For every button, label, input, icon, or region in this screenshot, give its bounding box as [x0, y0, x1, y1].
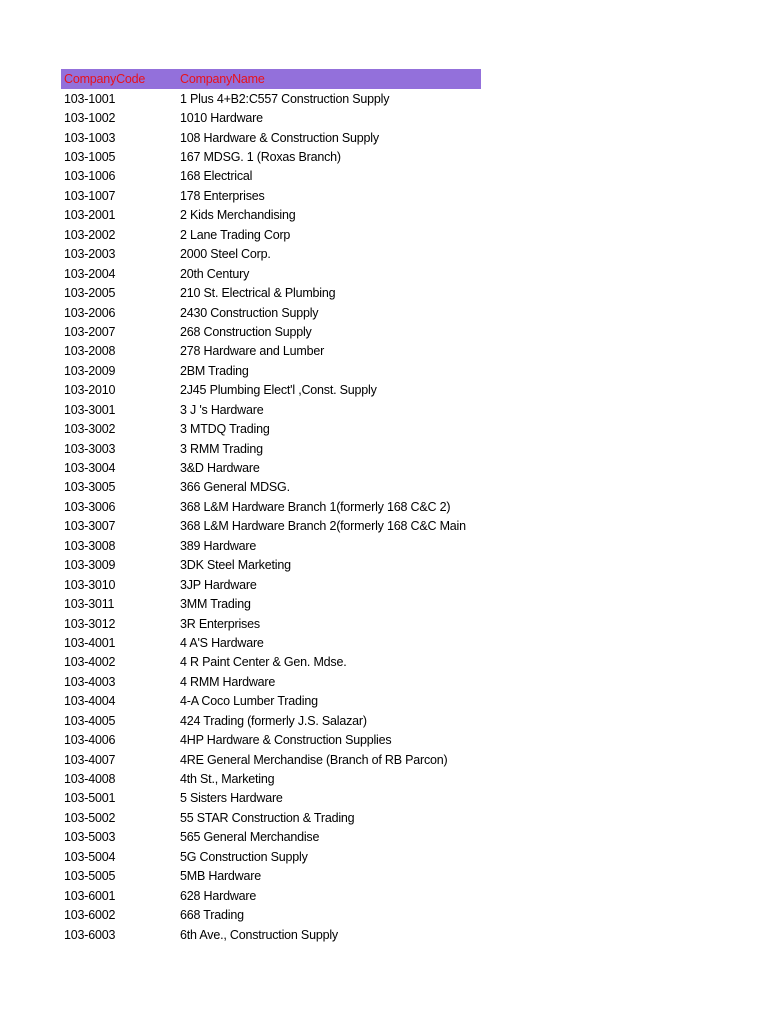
company-code-cell[interactable]: 103-4002 — [64, 655, 116, 670]
company-name-cell[interactable]: 2 Lane Trading Corp — [180, 227, 291, 242]
company-code-cell[interactable]: 103-2003 — [64, 247, 116, 262]
company-name-cell[interactable]: 5 Sisters Hardware — [180, 791, 283, 806]
table-row — [61, 808, 481, 827]
company-code-cell[interactable]: 103-6003 — [64, 927, 116, 942]
company-code-cell[interactable]: 103-1007 — [64, 188, 116, 203]
table-row — [61, 167, 481, 186]
company-name-cell[interactable]: 167 MDSG. 1 (Roxas Branch) — [180, 150, 341, 165]
table-row — [61, 89, 481, 108]
table-row — [61, 245, 481, 264]
company-code-cell[interactable]: 103-4005 — [64, 713, 116, 728]
table-row — [61, 711, 481, 730]
table-row — [61, 206, 481, 225]
company-code-cell[interactable]: 103-2005 — [64, 286, 116, 301]
company-name-cell[interactable]: 2BM Trading — [180, 363, 249, 378]
company-code-cell[interactable]: 103-4004 — [64, 694, 116, 709]
company-name-cell[interactable]: 4 RMM Hardware — [180, 674, 276, 689]
company-code-cell[interactable]: 103-2004 — [64, 266, 116, 281]
company-code-cell[interactable]: 103-3009 — [64, 558, 116, 573]
company-name-cell[interactable]: 3DK Steel Marketing — [180, 558, 291, 573]
company-name-cell[interactable]: 2000 Steel Corp. — [180, 247, 271, 262]
company-name-cell[interactable]: 368 L&M Hardware Branch 2(formerly 168 C&C Main — [180, 519, 466, 534]
company-code-cell[interactable]: 103-3011 — [64, 597, 115, 612]
company-name-cell[interactable]: 5MB Hardware — [180, 869, 261, 884]
table-row — [61, 128, 481, 147]
company-code-cell[interactable]: 103-2002 — [64, 227, 116, 242]
company-name-cell[interactable]: 4RE General Merchandise (Branch of RB Parcon) — [180, 752, 448, 767]
company-name-cell[interactable]: 3 MTDQ Trading — [180, 422, 270, 437]
table-row — [61, 750, 481, 769]
company-name-cell[interactable]: 368 L&M Hardware Branch 1(formerly 168 C&C 2) — [180, 499, 451, 514]
table-row — [61, 186, 481, 205]
company-code-cell[interactable]: 103-1006 — [64, 169, 116, 184]
company-code-cell[interactable]: 103-1002 — [64, 111, 116, 126]
table-row — [61, 283, 481, 302]
company-code-cell[interactable]: 103-4001 — [64, 635, 116, 650]
table-row — [61, 108, 481, 127]
company-name-cell[interactable]: 4-A Coco Lumber Trading — [180, 694, 318, 709]
table-body — [61, 89, 481, 944]
company-name-cell[interactable]: 424 Trading (formerly J.S. Salazar) — [180, 713, 367, 728]
table-row — [61, 439, 481, 458]
company-code-cell[interactable]: 103-5005 — [64, 869, 116, 884]
company-code-cell[interactable]: 103-3007 — [64, 519, 116, 534]
company-code-cell[interactable]: 103-2010 — [64, 383, 116, 398]
company-name-cell[interactable]: 108 Hardware & Construction Supply — [180, 130, 379, 145]
table-row — [61, 497, 481, 516]
company-code-cell[interactable]: 103-1003 — [64, 130, 116, 145]
table-row — [61, 575, 481, 594]
company-name-cell[interactable]: 2J45 Plumbing Elect'l ,Const. Supply — [180, 383, 377, 398]
company-name-cell[interactable]: 1010 Hardware — [180, 111, 263, 126]
table-row — [61, 400, 481, 419]
table-row — [61, 789, 481, 808]
table-row — [61, 886, 481, 905]
company-name-cell[interactable]: 4 A'S Hardware — [180, 635, 264, 650]
company-name-cell[interactable]: 3JP Hardware — [180, 577, 257, 592]
company-code-cell[interactable]: 103-5001 — [64, 791, 116, 806]
company-code-cell[interactable]: 103-3008 — [64, 538, 116, 553]
table-row — [61, 303, 481, 322]
company-name-cell[interactable]: 5G Construction Supply — [180, 849, 308, 864]
company-code-cell[interactable]: 103-1001 — [64, 91, 116, 106]
header-row — [61, 69, 481, 89]
company-name-cell[interactable]: 168 Electrical — [180, 169, 253, 184]
table-row — [61, 925, 481, 944]
company-code-cell[interactable]: 103-4003 — [64, 674, 116, 689]
table-row — [61, 517, 481, 536]
company-name-cell[interactable]: 3&D Hardware — [180, 461, 260, 476]
table-row — [61, 478, 481, 497]
company-name-cell[interactable]: 1 Plus 4+B2:C557 Construction Supply — [180, 91, 390, 106]
company-name-cell[interactable]: 366 General MDSG. — [180, 480, 290, 495]
column-header-company-name[interactable]: CompanyName — [180, 72, 265, 86]
company-name-cell[interactable]: 278 Hardware and Lumber — [180, 344, 325, 359]
table-row — [61, 556, 481, 575]
table-row — [61, 147, 481, 166]
column-header-company-code[interactable]: CompanyCode — [64, 72, 146, 86]
table-row — [61, 730, 481, 749]
company-name-cell[interactable]: 628 Hardware — [180, 888, 257, 903]
company-name-cell[interactable]: 55 STAR Construction & Trading — [180, 810, 355, 825]
company-name-cell[interactable]: 2 Kids Merchandising — [180, 208, 296, 223]
table-row — [61, 614, 481, 633]
table-row — [61, 828, 481, 847]
table-row — [61, 653, 481, 672]
table-row — [61, 692, 481, 711]
table-row — [61, 672, 481, 691]
company-name-cell[interactable]: 4th St., Marketing — [180, 772, 275, 787]
company-name-cell[interactable]: 389 Hardware — [180, 538, 257, 553]
company-code-cell[interactable]: 103-2009 — [64, 363, 116, 378]
company-code-cell[interactable]: 103-5003 — [64, 830, 116, 845]
company-name-cell[interactable]: 3 J 's Hardware — [180, 402, 264, 417]
company-name-cell[interactable]: 268 Construction Supply — [180, 324, 312, 339]
company-code-cell[interactable]: 103-6002 — [64, 908, 116, 923]
table-row — [61, 867, 481, 886]
table-row — [61, 847, 481, 866]
company-code-cell[interactable]: 103-4006 — [64, 733, 116, 748]
company-code-cell[interactable]: 103-3012 — [64, 616, 116, 631]
company-name-cell[interactable]: 20th Century — [180, 266, 250, 281]
spreadsheet-table — [61, 69, 481, 944]
company-name-cell[interactable]: 4 R Paint Center & Gen. Mdse. — [180, 655, 347, 670]
company-code-cell[interactable]: 103-5002 — [64, 810, 116, 825]
company-name-cell[interactable]: 668 Trading — [180, 908, 244, 923]
table-row — [61, 769, 481, 788]
table-row — [61, 381, 481, 400]
company-code-cell[interactable]: 103-3001 — [64, 402, 116, 417]
table-row — [61, 419, 481, 438]
company-code-cell[interactable]: 103-2006 — [64, 305, 116, 320]
company-code-cell[interactable]: 103-2007 — [64, 324, 116, 339]
table-row — [61, 225, 481, 244]
table-row — [61, 458, 481, 477]
company-name-cell[interactable]: 2430 Construction Supply — [180, 305, 319, 320]
company-code-cell[interactable]: 103-3002 — [64, 422, 116, 437]
company-code-cell[interactable]: 103-3003 — [64, 441, 116, 456]
company-code-cell[interactable]: 103-3006 — [64, 499, 116, 514]
company-code-cell[interactable]: 103-4007 — [64, 752, 116, 767]
company-code-cell[interactable]: 103-6001 — [64, 888, 116, 903]
company-code-cell[interactable]: 103-3005 — [64, 480, 116, 495]
table-row — [61, 594, 481, 613]
table-row — [61, 536, 481, 555]
company-code-cell[interactable]: 103-3004 — [64, 461, 116, 476]
company-name-cell[interactable]: 565 General Merchandise — [180, 830, 320, 845]
table-row — [61, 633, 481, 652]
table-row — [61, 361, 481, 380]
company-code-cell[interactable]: 103-2008 — [64, 344, 116, 359]
company-name-cell[interactable]: 178 Enterprises — [180, 188, 265, 203]
company-name-cell[interactable]: 6th Ave., Construction Supply — [180, 927, 338, 942]
company-code-cell[interactable]: 103-2001 — [64, 208, 116, 223]
company-name-cell[interactable]: 3MM Trading — [180, 597, 251, 612]
table-row — [61, 342, 481, 361]
table-row — [61, 322, 481, 341]
company-name-cell[interactable]: 4HP Hardware & Construction Supplies — [180, 733, 392, 748]
company-code-cell[interactable]: 103-5004 — [64, 849, 116, 864]
company-code-cell[interactable]: 103-1005 — [64, 150, 116, 165]
company-name-cell[interactable]: 3R Enterprises — [180, 616, 260, 631]
table-row — [61, 905, 481, 924]
company-code-cell[interactable]: 103-4008 — [64, 772, 116, 787]
company-name-cell[interactable]: 210 St. Electrical & Plumbing — [180, 286, 336, 301]
company-code-cell[interactable]: 103-3010 — [64, 577, 116, 592]
table-row — [61, 264, 481, 283]
company-name-cell[interactable]: 3 RMM Trading — [180, 441, 263, 456]
